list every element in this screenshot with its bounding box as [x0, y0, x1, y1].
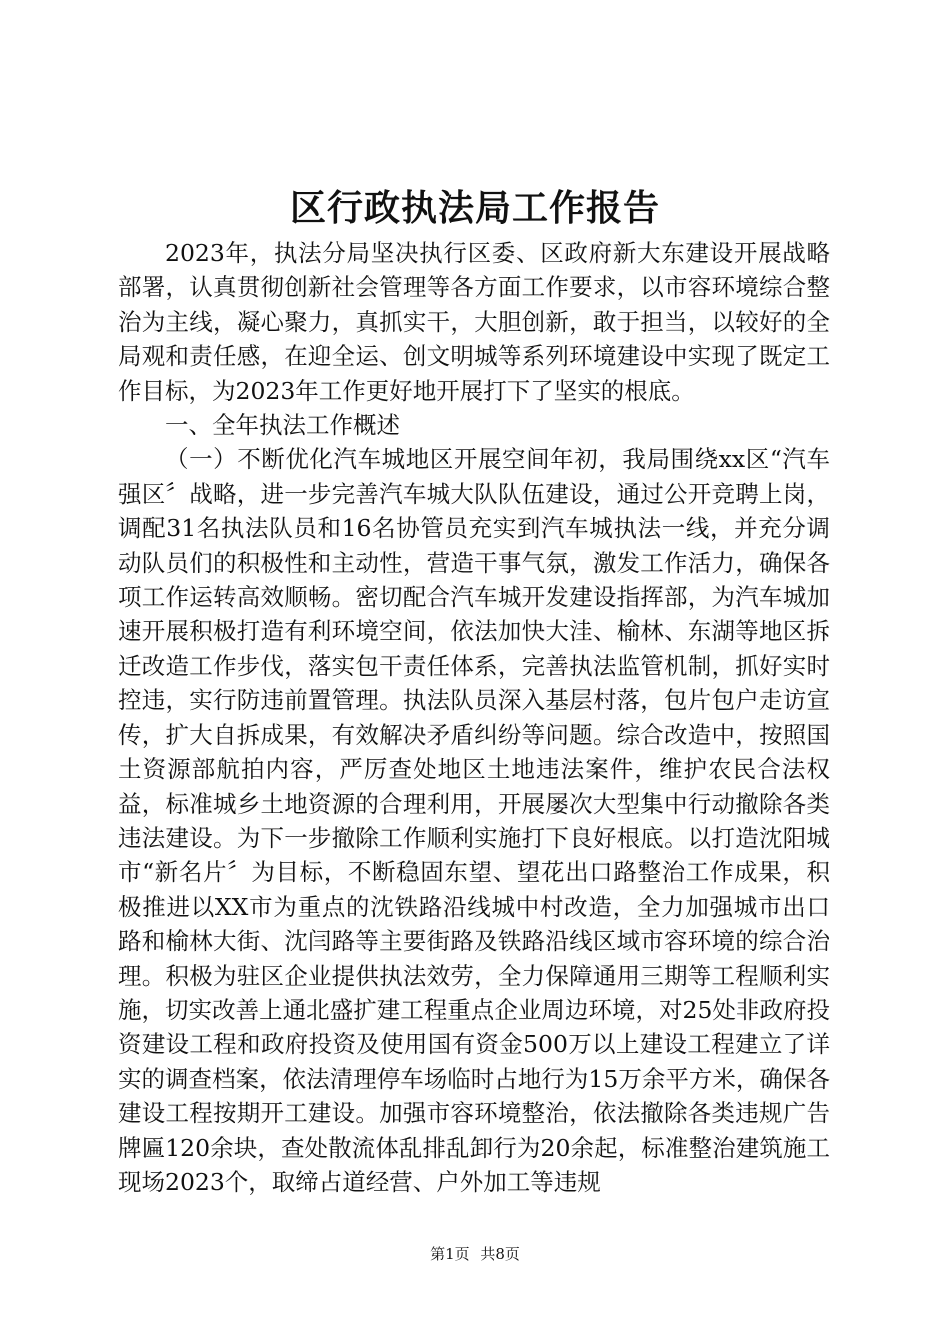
page-total: 共8页: [480, 1245, 520, 1263]
page-number: 第1页: [430, 1245, 470, 1263]
section-heading: 一、全年执法工作概述: [165, 411, 400, 440]
intro-paragraph: 2023年，执法分局坚决执行区委、区政府新大东建设开展战略部署，认真贯彻创新社会管理等各方面工作要求，以市容环境综合整治为主线，凝心聚力，真抓实干，大胆创新，敢于担当，以较好的全局观和责任感，在迎全运、创文明城等系列环境建设中实现了既定工作目标，为2023年工作更好地开展打下了坚实的根底。: [118, 239, 830, 405]
section-paragraph: （一）不断优化汽车城地区开展空间年初，我局围绕xx区“汽车强区〞战略，进一步完善汽车城大队队伍建设，通过公开竞聘上岗，调配31名执法队员和16名协管员充实到汽车城执法一线，并充分调动队员们的积极性和主动性，营造干事气氛，激发工作活力，确保各项工作运转高效顺畅。密切配合汽车城开发建设指挥部，为汽车城加速开展积极打造有利环境空间，依法加快大洼、榆林、东湖等地区拆迁改造工作步伐，落实包干责任体系，完善执法监管机制，抓好实时控违，实行防违前置管理。执法队员深入基层村落，包片包户走访宣传，扩大自拆成果，有效解决矛盾纠纷等问题。综合改造中，按照国土资源部航拍内容，严厉查处地区土地违法案件，维护农民合法权益，标准城乡土地资源的合理利用，开展屡次大型集中行动撤除各类违法建设。为下一步撤除工作顺利实施打下良好根底。以打造沈阳城市“新名片〞为目标，不断稳固东望、望花出口路整治工作成果，积极推进以XX市为重点的沈铁路沿线城中村改造，全力加强城市出口路和榆林大街、沈闫路等主要街路及铁路沿线区域市容环境的综合治理。积极为驻区企业提供执法效劳，全力保障通用三期等工程顺利实施，切实改善上通北盛扩建工程重点企业周边环境，对25处非政府投资建设工程和政府投资及使用国有资金500万以上建设工程建立了详实的调查档案，依法清理停车场临时占地行为15万余平方米，确保各建设工程按期开工建设。加强市容环境整治，依法撤除各类违规广告牌匾120余块，查处散流体乱排乱卸行为20余起，标准整治建筑施工现场2023个，取缔占道经营、户外加工等违规: [118, 445, 830, 1196]
page-footer: [0, 1244, 950, 1264]
document-body: [118, 236, 830, 1199]
document-title: 区行政执法局工作报告: [289, 187, 660, 229]
